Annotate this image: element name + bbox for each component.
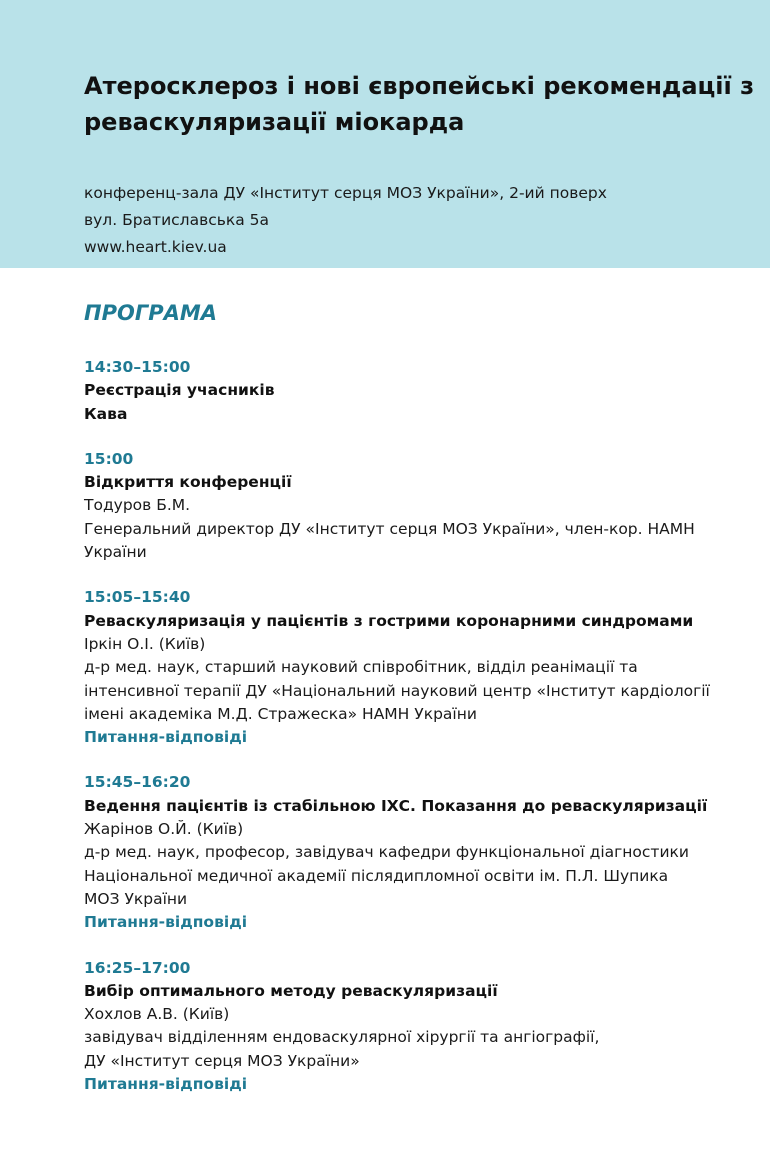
speaker-description: д-р мед. наук, старший науковий співробітник, відділ реанімації та bbox=[84, 658, 638, 677]
venue-address-line-2: вул. Братиславська 5а bbox=[84, 211, 270, 229]
speaker-description: України bbox=[84, 543, 147, 562]
page-title bbox=[84, 68, 755, 140]
session-title: Вибір оптимального методу реваскуляризації bbox=[84, 981, 498, 1000]
session-title: Реваскуляризація у пацієнтів з гострими коронарними синдромами bbox=[84, 611, 694, 630]
session-title: Відкриття конференції bbox=[84, 473, 292, 492]
qa-label: Питання-відповіді bbox=[84, 913, 248, 932]
session-speaker: Іркін О.І. (Київ) bbox=[84, 634, 206, 653]
speaker-description: Генеральний директор ДУ «Інститут серця МОЗ України», член-кор. НАМН bbox=[84, 519, 695, 538]
session-time: 15:00 bbox=[84, 449, 134, 468]
speaker-description: д-р мед. наук, професор, завідувач кафедри функціональної діагностики bbox=[84, 843, 689, 862]
session-time: 16:25–17:00 bbox=[84, 958, 191, 977]
title-line-1: Атеросклероз і нові європейські рекомендації з bbox=[84, 72, 755, 100]
qa-label: Питання-відповіді bbox=[84, 1075, 248, 1094]
qa-label: Питання-відповіді bbox=[84, 728, 248, 747]
session-time: 15:45–16:20 bbox=[84, 773, 191, 792]
session-time: 14:30–15:00 bbox=[84, 358, 191, 376]
venue-info bbox=[84, 180, 730, 261]
session-speaker: Хохлов А.В. (Київ) bbox=[84, 1005, 230, 1024]
speaker-description: завідувач відділенням ендоваскулярної хірургії та ангіографії, bbox=[84, 1028, 600, 1047]
venue-address-line-1: конференц-зала ДУ «Інститут серця МОЗ України», 2-ий поверх bbox=[84, 184, 607, 202]
speaker-description: Національної медичної академії післядипломної освіти ім. П.Л. Шупика bbox=[84, 866, 669, 885]
session-speaker: Тодуров Б.М. bbox=[84, 496, 191, 515]
session-title: Реєстрація учасників bbox=[84, 381, 275, 400]
program-content bbox=[0, 268, 770, 1096]
website-link[interactable]: www.heart.kiev.ua bbox=[84, 238, 227, 256]
speaker-description: ДУ «Інститут серця МОЗ України» bbox=[84, 1051, 360, 1070]
session-stable-ihd bbox=[84, 771, 740, 934]
header-banner bbox=[0, 0, 770, 268]
session-title: Ведення пацієнтів із стабільною ІХС. Показання до реваскуляризації bbox=[84, 796, 708, 815]
speaker-description: імені академіка М.Д. Стражеска» НАМН України bbox=[84, 704, 477, 723]
speaker-description: МОЗ України bbox=[84, 889, 188, 908]
session-title-secondary: Кава bbox=[84, 404, 128, 423]
session-acs bbox=[84, 586, 740, 749]
session-opening bbox=[84, 448, 740, 564]
title-line-2: реваскуляризації міокарда bbox=[84, 108, 465, 136]
session-time: 15:05–15:40 bbox=[84, 588, 191, 607]
session-method-choice bbox=[84, 957, 740, 1097]
session-speaker: Жарінов О.Й. (Київ) bbox=[84, 820, 244, 839]
session-registration bbox=[84, 356, 740, 426]
speaker-description: інтенсивної терапії ДУ «Національний науковий центр «Інститут кардіології bbox=[84, 681, 710, 700]
program-heading: ПРОГРАМА bbox=[84, 301, 217, 325]
